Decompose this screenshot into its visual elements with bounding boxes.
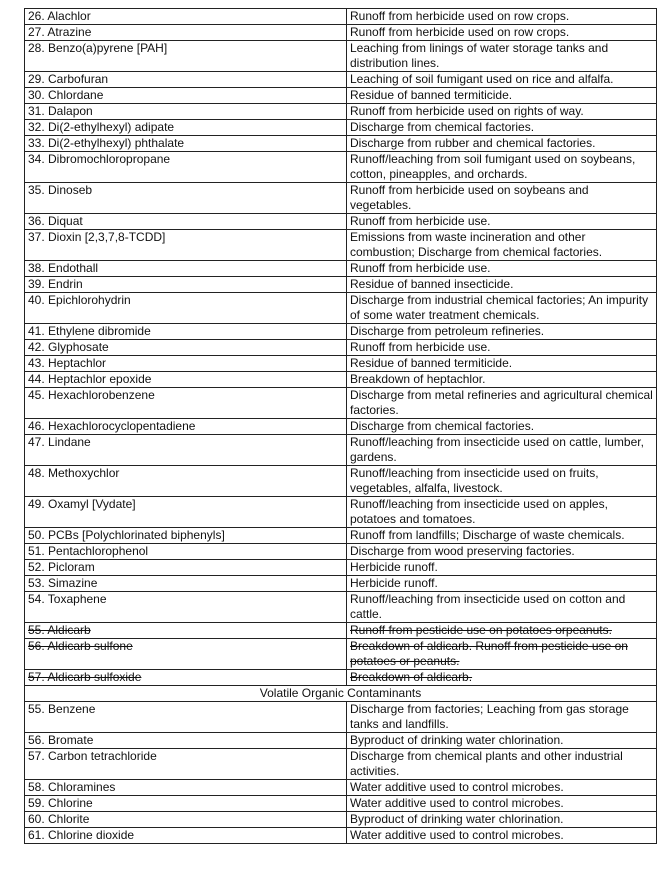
table-row — [25, 41, 657, 72]
contaminant-name-cell: 34. Dibromochloropropane — [25, 152, 347, 183]
contaminant-name-cell: 51. Pentachlorophenol — [25, 544, 347, 560]
contaminant-name-cell: 45. Hexachlorobenzene — [25, 388, 347, 419]
table-row — [25, 670, 657, 686]
contaminant-rows-group — [25, 702, 657, 844]
contaminant-name-cell: 35. Dinoseb — [25, 183, 347, 214]
section-heading-row — [25, 686, 657, 702]
table-row — [25, 324, 657, 340]
contaminant-source-cell: Runoff from herbicide used on row crops. — [347, 25, 657, 41]
contaminant-name-cell: 28. Benzo(a)pyrene [PAH] — [25, 41, 347, 72]
contaminant-source-cell: Discharge from rubber and chemical factories. — [347, 136, 657, 152]
contaminant-source-cell: Runoff/leaching from insecticide used on fruits, vegetables, alfalfa, livestock. — [347, 466, 657, 497]
contaminant-rows-group — [25, 9, 657, 686]
contaminant-source-cell: Runoff from herbicide used on soybeans and vegetables. — [347, 183, 657, 214]
contaminant-source-cell: Discharge from petroleum refineries. — [347, 324, 657, 340]
contaminant-source-cell: Herbicide runoff. — [347, 576, 657, 592]
table-row — [25, 639, 657, 670]
table-row — [25, 72, 657, 88]
table-row — [25, 183, 657, 214]
contaminant-source-cell: Water additive used to control microbes. — [347, 828, 657, 844]
contaminant-source-cell: Runoff/leaching from soil fumigant used on soybeans, cotton, pineapples, and orchards. — [347, 152, 657, 183]
contaminant-name-cell: 29. Carbofuran — [25, 72, 347, 88]
table-row — [25, 592, 657, 623]
contaminant-source-cell: Discharge from chemical factories. — [347, 419, 657, 435]
table-row — [25, 528, 657, 544]
contaminant-name-cell: 42. Glyphosate — [25, 340, 347, 356]
section-heading-group — [25, 686, 657, 702]
contaminant-source-cell: Runoff from herbicide used on rights of way. — [347, 104, 657, 120]
contaminant-name-cell: 53. Simazine — [25, 576, 347, 592]
contaminant-source-cell: Runoff from landfills; Discharge of waste chemicals. — [347, 528, 657, 544]
contaminant-name-cell: 30. Chlordane — [25, 88, 347, 104]
contaminant-name-cell: 32. Di(2-ethylhexyl) adipate — [25, 120, 347, 136]
contaminant-name-cell: 50. PCBs [Polychlorinated biphenyls] — [25, 528, 347, 544]
contaminant-name-cell: 47. Lindane — [25, 435, 347, 466]
contaminant-name-cell: 61. Chlorine dioxide — [25, 828, 347, 844]
contaminant-name-cell: 57. Aldicarb sulfoxide — [25, 670, 347, 686]
contaminant-source-cell: Water additive used to control microbes. — [347, 780, 657, 796]
contaminant-name-cell: 55. Aldicarb — [25, 623, 347, 639]
table-row — [25, 733, 657, 749]
table-row — [25, 340, 657, 356]
contaminant-source-cell: Runoff from herbicide use. — [347, 261, 657, 277]
contaminant-name-cell: 56. Bromate — [25, 733, 347, 749]
contaminant-source-cell: Herbicide runoff. — [347, 560, 657, 576]
contaminant-source-cell: Runoff/leaching from insecticide used on cotton and cattle. — [347, 592, 657, 623]
table-row — [25, 828, 657, 844]
table-row — [25, 120, 657, 136]
contaminant-source-cell: Runoff from herbicide use. — [347, 340, 657, 356]
contaminant-source-cell: Breakdown of heptachlor. — [347, 372, 657, 388]
contaminant-source-cell: Runoff from herbicide use. — [347, 214, 657, 230]
contaminant-source-cell: Byproduct of drinking water chlorination. — [347, 812, 657, 828]
table-row — [25, 293, 657, 324]
contaminant-name-cell: 58. Chloramines — [25, 780, 347, 796]
contaminant-name-cell: 37. Dioxin [2,3,7,8-TCDD] — [25, 230, 347, 261]
table-row — [25, 277, 657, 293]
contaminant-name-cell: 48. Methoxychlor — [25, 466, 347, 497]
contaminant-name-cell: 46. Hexachlorocyclopentadiene — [25, 419, 347, 435]
contaminant-source-cell: Runoff/leaching from insecticide used on cattle, lumber, gardens. — [347, 435, 657, 466]
contaminant-source-cell: Discharge from industrial chemical factories; An impurity of some water treatment chemicals. — [347, 293, 657, 324]
table-row — [25, 749, 657, 780]
table-row — [25, 560, 657, 576]
contaminant-name-cell: 43. Heptachlor — [25, 356, 347, 372]
contaminant-source-cell: Leaching from linings of water storage tanks and distribution lines. — [347, 41, 657, 72]
contaminant-name-cell: 57. Carbon tetrachloride — [25, 749, 347, 780]
contaminant-name-cell: 40. Epichlorohydrin — [25, 293, 347, 324]
contaminant-source-cell: Byproduct of drinking water chlorination. — [347, 733, 657, 749]
contaminant-source-cell: Runoff from pesticide use on potatoes orpeanuts. — [347, 623, 657, 639]
table-row — [25, 466, 657, 497]
contaminant-source-cell: Leaching of soil fumigant used on rice and alfalfa. — [347, 72, 657, 88]
contaminant-name-cell: 59. Chlorine — [25, 796, 347, 812]
table-row — [25, 104, 657, 120]
contaminant-source-cell: Runoff/leaching from insecticide used on apples, potatoes and tomatoes. — [347, 497, 657, 528]
table-row — [25, 388, 657, 419]
table-row — [25, 152, 657, 183]
table-row — [25, 576, 657, 592]
contaminant-name-cell: 56. Aldicarb sulfone — [25, 639, 347, 670]
table-row — [25, 9, 657, 25]
contaminant-source-cell: Residue of banned insecticide. — [347, 277, 657, 293]
contaminant-source-cell: Breakdown of aldicarb. — [347, 670, 657, 686]
contaminant-source-cell: Discharge from chemical plants and other industrial activities. — [347, 749, 657, 780]
contaminant-source-cell: Residue of banned termiticide. — [347, 356, 657, 372]
table-row — [25, 780, 657, 796]
table-row — [25, 544, 657, 560]
contaminant-source-cell: Discharge from wood preserving factories. — [347, 544, 657, 560]
contaminant-source-cell: Emissions from waste incineration and other combustion; Discharge from chemical factories. — [347, 230, 657, 261]
table-row — [25, 812, 657, 828]
contaminant-name-cell: 44. Heptachlor epoxide — [25, 372, 347, 388]
contaminant-name-cell: 54. Toxaphene — [25, 592, 347, 623]
contaminant-name-cell: 55. Benzene — [25, 702, 347, 733]
contaminant-name-cell: 52. Picloram — [25, 560, 347, 576]
contaminant-name-cell: 36. Diquat — [25, 214, 347, 230]
contaminant-name-cell: 49. Oxamyl [Vydate] — [25, 497, 347, 528]
table-row — [25, 25, 657, 41]
section-heading: Volatile Organic Contaminants — [25, 686, 657, 702]
contaminant-name-cell: 60. Chlorite — [25, 812, 347, 828]
contaminant-source-cell: Discharge from metal refineries and agricultural chemical factories. — [347, 388, 657, 419]
contaminant-source-cell: Residue of banned termiticide. — [347, 88, 657, 104]
table-row — [25, 261, 657, 277]
table-row — [25, 702, 657, 733]
table-row — [25, 136, 657, 152]
table-row — [25, 88, 657, 104]
contaminant-source-cell: Discharge from factories; Leaching from gas storage tanks and landfills. — [347, 702, 657, 733]
contaminant-source-cell: Runoff from herbicide used on row crops. — [347, 9, 657, 25]
contaminant-name-cell: 27. Atrazine — [25, 25, 347, 41]
table-row — [25, 419, 657, 435]
contaminant-source-cell: Water additive used to control microbes. — [347, 796, 657, 812]
contaminant-source-cell: Breakdown of aldicarb. Runoff from pesticide use on potatoes or peanuts. — [347, 639, 657, 670]
contaminant-name-cell: 41. Ethylene dibromide — [25, 324, 347, 340]
table-row — [25, 435, 657, 466]
contaminant-name-cell: 33. Di(2-ethylhexyl) phthalate — [25, 136, 347, 152]
contaminant-name-cell: 38. Endothall — [25, 261, 347, 277]
table-row — [25, 230, 657, 261]
table-row — [25, 356, 657, 372]
table-row — [25, 372, 657, 388]
contaminant-name-cell: 31. Dalapon — [25, 104, 347, 120]
contaminant-name-cell: 39. Endrin — [25, 277, 347, 293]
contaminant-source-table — [24, 8, 657, 844]
contaminant-name-cell: 26. Alachlor — [25, 9, 347, 25]
table-row — [25, 214, 657, 230]
table-row — [25, 623, 657, 639]
contaminant-source-cell: Discharge from chemical factories. — [347, 120, 657, 136]
table-row — [25, 796, 657, 812]
table-row — [25, 497, 657, 528]
